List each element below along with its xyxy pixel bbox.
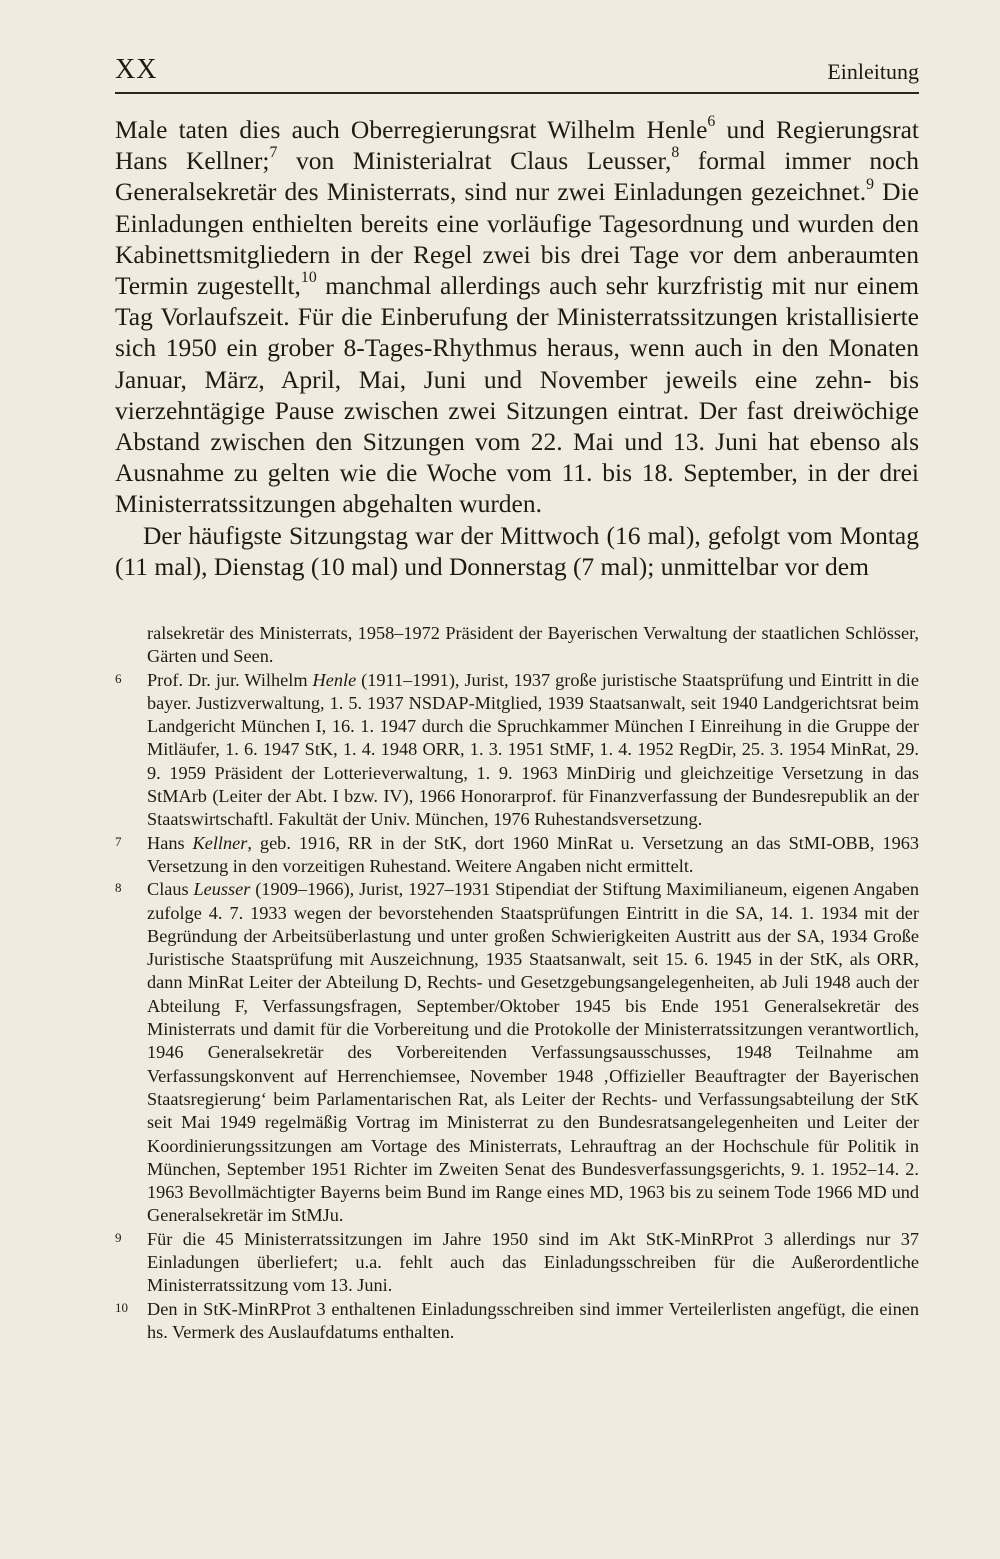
footnote-9 [115,1228,919,1298]
footnote-number: 9 [115,1229,122,1245]
footnote-number: 8 [115,880,122,896]
text-run: Claus [147,879,194,900]
footnote-ref-9: 9 [866,175,874,193]
footnote-8 [115,878,919,1227]
person-name: Leusser [193,879,251,900]
text-run: formal immer noch Generalsekretär des Ministerrats, sind nur zwei Einladungen gezeichnet. [115,146,919,207]
text-run: manchmal allerdings auch sehr kurzfristig mit nur einem Tag Vorlaufszeit. Für die Einberufung der Ministerratssitzungen kristallisierte sich 1950 ein grober 8-Tages-Rhythmus heraus, wenn auch in den Monaten Januar, März, April, Mai, Juni und November jeweils eine zehn- bis vierzehntägige Pause zwischen zwei Sitzungen eintrat. Der fast dreiwöchige Abstand zwischen den Sitzungen vom 22. Mai und 13. Juni hat ebenso als Ausnahme zu gelten wie die Woche vom 11. bis 18. September, in der drei Ministerratssitzungen abgehalten wurden. [115,271,919,519]
footnote-continued: ralsekretär des Ministerrats, 1958–1972 Präsident der Bayerischen Verwaltung der staatlichen Schlösser, Gärten und Seen. [147,623,919,667]
body-text [115,114,919,582]
text-run: Prof. Dr. jur. Wilhelm [147,669,313,690]
footnote-ref-7: 7 [269,144,278,162]
footnote-7 [115,832,919,879]
text-run: Die Einladungen enthielten bereits eine vorläufige Tagesordnung und wurden den Kabinettsmitgliedern in der Regel zwei bis drei Tage vor dem anberaumten Termin zugestellt, [115,177,919,301]
footnote-ref-8: 8 [671,144,680,162]
person-name: Henle [312,669,357,690]
body-paragraph-2: Der häufigste Sitzungstag war der Mittwoch (16 mal), gefolgt vom Montag (11 mal), Dienstag (10 mal) und Donnerstag (7 mal); unmittelbar vor dem [115,520,919,581]
footnotes [115,622,919,1344]
footnote-ref-6: 6 [707,113,716,131]
page-header [115,52,919,94]
footnote-number: 7 [115,833,122,849]
text-run: und Regierungsrat Hans Kellner; [115,115,919,176]
text-run: Den in StK-MinRProt 3 enthaltenen Einladungsschreiben sind immer Verteilerlisten angefügt, die einen hs. Vermerk des Auslaufdatums enthalten. [147,1298,919,1342]
footnote-number: 10 [115,1299,128,1315]
text-run: Für die 45 Ministerratssitzungen im Jahre 1950 sind im Akt StK-MinRProt 3 allerdings nur 37 Einladungen überliefert; u.a. fehlt auch das Einladungsschreiben für die Außerordentliche Ministerratssitzung vom 13. Juni. [147,1228,919,1296]
footnote-10 [115,1298,919,1345]
text-run: Hans [147,832,193,853]
person-name: Kellner [192,832,248,853]
text-run: (1911–1991), Jurist, 1937 große juristische Staatsprüfung und Eintritt in die bayer. Justizverwaltung, 1. 5. 1937 NSDAP-Mitglied, 1939 Staatsanwalt, seit 1940 Landgerichtsrat beim Landgericht München I, 16. 1. 1947 durch die Spruchkammer München I Einreihung in die Gruppe der Mitläufer, 1. 6. 1947 StK, 1. 4. 1948 ORR, 1. 3. 1951 StMF, 1. 4. 1952 RegDir, 25. 3. 1954 MinRat, 29. 9. 1959 Präsident der Lotterieverwaltung, 1. 9. 1963 MinDirig und gleichzeitige Versetzung in das StMArb (Leiter der Abt. I bzw. IV), 1966 Honorarprof. für Finanzverfassung der Bundesrepublik an der Staatswirtschaftl. Fakultät der Univ. München, 1976 Ruhestandsversetzung. [147,669,919,830]
footnote-ref-10: 10 [300,269,317,287]
footnote-6 [115,669,919,832]
text-run: Male taten dies auch Oberregierungsrat Wilhelm Henle [115,115,708,144]
text-run: (1909–1966), Jurist, 1927–1931 Stipendiat der Stiftung Maximilianeum, eigenen Angaben zufolge 4. 7. 1933 wegen der bevorstehenden Staatsprüfungen Eintritt in die SA, 14. 1. 1934 mit der Begründung der Arbeitsüberlastung und unter großen Schwierigkeiten Austritt aus der SA, 1934 Große Juristische Staatsprüfung mit Auszeichnung, 1935 Staatsanwalt, seit 15. 6. 1945 in der StK, als ORR, dann MinRat Leiter der Abteilung D, Rechts- und Gesetzgebungsangelegenheiten, ab Juli 1948 auch der Abteilung F, Verfassungsfragen, September/Oktober 1945 bis Ende 1951 Generalsekretär des Ministerrats und damit für die Vorbereitung und die Protokolle der Ministerratssitzungen verantwortlich, 1946 Generalsekretär des Vorbereitenden Verfassungsausschusses, 1948 Teilnahme am Verfassungskonvent auf Herrenchiemsee, November 1948 ‚Offizieller Beauftragter der Bayerischen Staatsregierung‘ beim Parlamentarischen Rat, als Leiter der Rechts- und Verfassungsabteilung der StK seit Mai 1949 regelmäßig Vortrag im Ministerrat zu den Bundesratsangelegenheiten und Leiter der Koordinierungssitzungen am Vortage des Ministerrats, Lehrauftrag an der Hochschule für Politik in München, September 1951 Richter im Zweiten Senat des Bundesverfassungsgerichts, 9. 1. 1952–14. 2. 1963 Bevollmächtigter Bayerns beim Bund im Range eines MD, 1963 bis zu seinem Tode 1966 MD und Generalsekretär im StMJu. [147,879,919,1226]
running-title: Einleitung [827,59,919,84]
text-run: , geb. 1916, RR in der StK, dort 1960 MinRat u. Versetzung an das StMI-OBB, 1963 Versetzung in den vorzeitigen Ruhestand. Weitere Angaben nicht ermittelt. [147,832,919,876]
page-number: XX [115,54,158,85]
text-run: von Ministerialrat Claus Leusser, [277,146,672,176]
footnote-number: 6 [115,670,122,686]
body-paragraph-1 [115,114,919,520]
